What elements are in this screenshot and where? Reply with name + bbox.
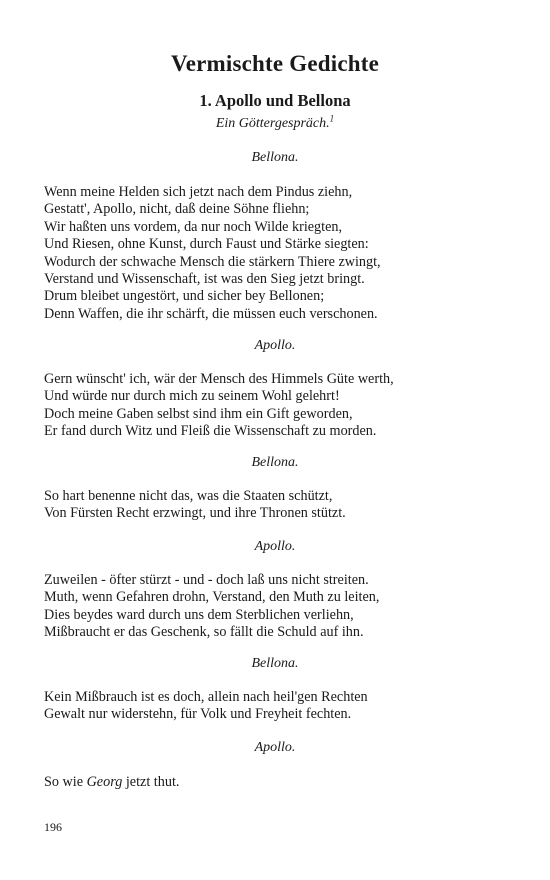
speaker-label: Bellona. bbox=[251, 455, 299, 470]
verse-line: Gern wünscht' ich, wär der Mensch des Himmels Güte werth, bbox=[44, 371, 394, 387]
verse-line bbox=[44, 774, 514, 791]
poem-dedication bbox=[0, 113, 550, 132]
verse-line: Gestatt', Apollo, nicht, daß deine Söhne fliehn; bbox=[44, 201, 310, 218]
verse-line: Mißbraucht er das Geschenk, so fällt die Schuld auf ihn. bbox=[44, 624, 364, 641]
page-number: 196 bbox=[44, 820, 62, 834]
emphasized-name: Georg bbox=[86, 774, 123, 790]
verse-line: Und würde nur durch mich zu seinem Wohl gelehrt! bbox=[44, 388, 340, 405]
verse-text: So wie bbox=[44, 774, 87, 790]
speaker-label: Apollo. bbox=[254, 539, 296, 554]
verse-line: Zuweilen - öfter stürzt - und - doch laß uns nicht streiten. bbox=[44, 572, 369, 588]
verse-line: Und Riesen, ohne Kunst, durch Faust und Stärke siegten: bbox=[44, 236, 369, 253]
speaker-label: Apollo. bbox=[254, 338, 296, 353]
page-heading: Vermischte Gedichte bbox=[171, 51, 379, 76]
footnote-marker: 1 bbox=[329, 113, 335, 124]
stanza bbox=[44, 689, 514, 724]
stanza bbox=[44, 184, 514, 323]
verse-line: Gewalt nur widerstehn, für Volk und Freyheit fechten. bbox=[44, 706, 352, 723]
verse-line: Verstand und Wissenschaft, ist was den Sieg jetzt bringt. bbox=[44, 271, 365, 288]
verse-line: Wodurch der schwache Mensch die stärkern Thiere zwingt, bbox=[44, 253, 381, 270]
dedication-text: Ein Göttergespräch. bbox=[215, 116, 330, 131]
verse-line: Von Fürsten Recht erzwingt, und ihre Thronen stützt. bbox=[44, 505, 346, 522]
verse-line: Dies beydes ward durch uns dem Sterblichen verliehn, bbox=[44, 606, 354, 623]
verse-line: Denn Waffen, die ihr schärft, die müssen euch verschonen. bbox=[44, 305, 378, 322]
stanza bbox=[44, 572, 514, 642]
speaker-label: Bellona. bbox=[251, 656, 299, 671]
verse-line: Kein Mißbrauch ist es doch, allein nach heil'gen Rechten bbox=[44, 689, 368, 705]
verse-line: Drum bleibet ungestört, und sicher bey Bellonen; bbox=[44, 288, 325, 305]
stanza bbox=[44, 488, 514, 523]
speaker-label: Bellona. bbox=[251, 150, 299, 165]
verse-text: jetzt thut. bbox=[122, 774, 180, 790]
verse-line: Wir haßten uns vordem, da nur noch Wilde kriegten, bbox=[44, 218, 343, 235]
speaker-label: Apollo. bbox=[254, 740, 296, 755]
stanza bbox=[44, 371, 514, 441]
verse-line: Er fand durch Witz und Fleiß die Wissenschaft zu morden. bbox=[44, 423, 377, 440]
verse-line: So hart benenne nicht das, was die Staaten schützt, bbox=[44, 488, 333, 504]
stanza bbox=[44, 774, 514, 791]
poem-title: 1. Apollo und Bellona bbox=[199, 91, 351, 110]
verse-line: Muth, wenn Gefahren drohn, Verstand, den Muth zu leiten, bbox=[44, 589, 380, 606]
verse-line: Wenn meine Helden sich jetzt nach dem Pindus ziehn, bbox=[44, 184, 353, 200]
verse-line: Doch meine Gaben selbst sind ihm ein Gift geworden, bbox=[44, 405, 353, 422]
